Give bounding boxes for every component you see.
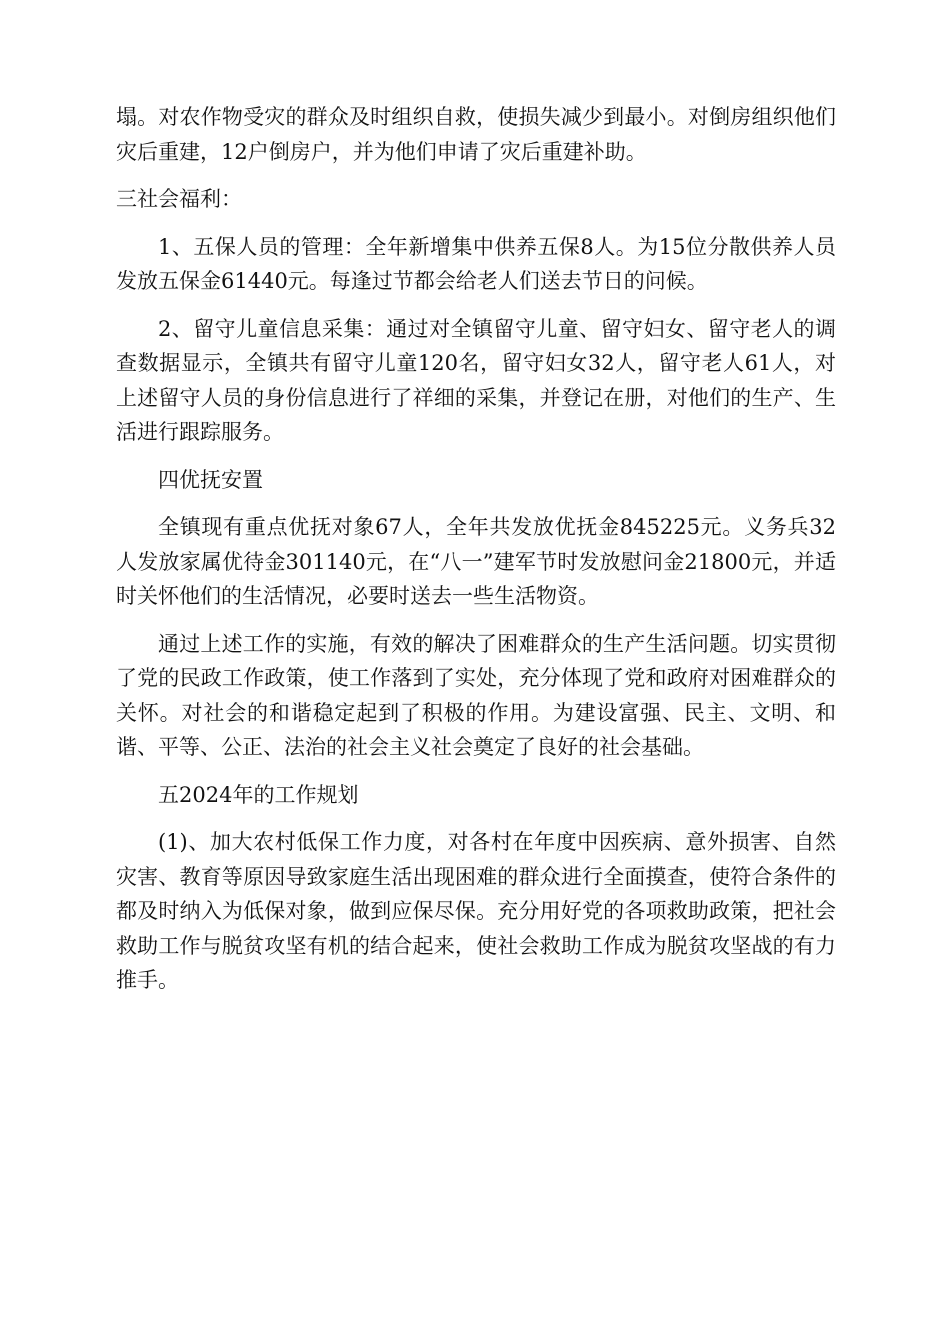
section-heading-work-plan: 五2024年的工作规划: [158, 782, 359, 807]
section-heading-preferential-care: 四优抚安置: [158, 467, 263, 492]
paragraph-left-behind-children: 2、留守儿童信息采集：通过对全镇留守儿童、留守妇女、留守老人的调查数据显示，全镇共有留守儿童120名，留守妇女32人，留守老人61人，对上述留守人员的身份信息进行了祥细的采集，并登记在册，对他们的生产、生活进行跟踪服务。: [116, 316, 836, 444]
paragraph-preferential-care: 全镇现有重点优抚对象67人，全年共发放优抚金845225元。义务兵32人发放家属优待金301140元，在“八一”建军节时发放慰问金21800元，并适时关怀他们的生活情况，必要时送去一些生活物资。: [116, 515, 836, 608]
paragraph-summary: 通过上述工作的实施，有效的解决了困难群众的生产生活问题。切实贯彻了党的民政工作政策，使工作落到了实处，充分体现了党和政府对困难群众的关怀。对社会的和谐稳定起到了积极的作用。为建设富强、民主、文明、和谐、平等、公正、法治的社会主义社会奠定了良好的社会基础。: [116, 631, 836, 759]
paragraph-work-plan-item-1: (1)、加大农村低保工作力度，对各村在年度中因疾病、意外损害、自然灾害、教育等原因导致家庭生活出现困难的群众进行全面摸查，使符合条件的都及时纳入为低保对象，做到应保尽保。充分用好党的各项救助政策，把社会救助工作与脱贫攻坚有机的结合起来，使社会救助工作成为脱贫攻坚战的有力推手。: [116, 830, 836, 992]
document-page: [116, 100, 836, 1011]
paragraph-disaster-relief: 塌。对农作物受灾的群众及时组织自救，使损失减少到最小。对倒房组织他们灾后重建，12户倒房户，并为他们申请了灾后重建补助。: [116, 105, 836, 164]
paragraph-five-guarantees: 1、五保人员的管理：全年新增集中供养五保8人。为15位分散供养人员发放五保金61440元。每逢过节都会给老人们送去节日的问候。: [116, 234, 836, 293]
section-heading-social-welfare: 三社会福利：: [116, 187, 242, 211]
